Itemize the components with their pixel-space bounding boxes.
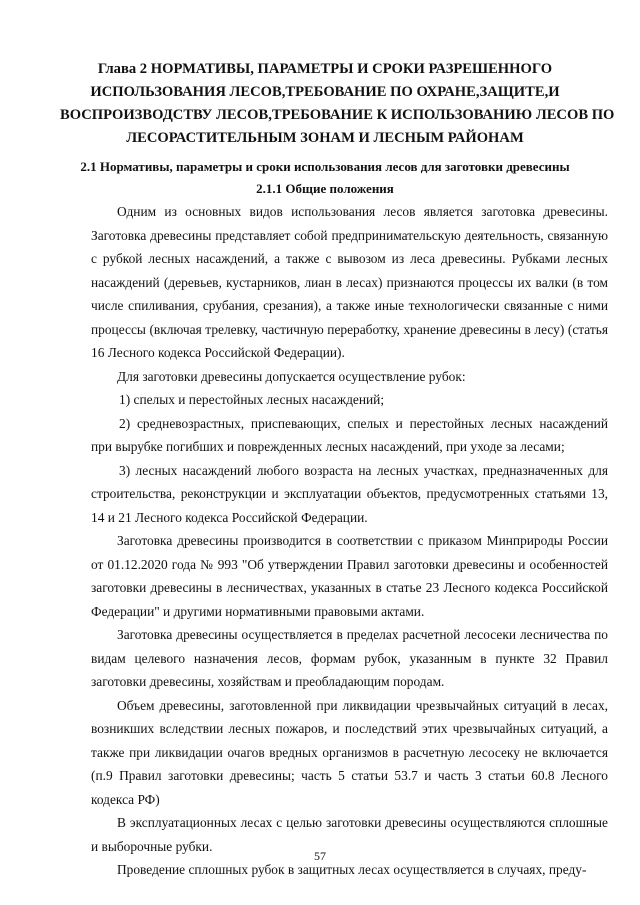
list-item: 2) средневозрастных, приспевающих, спелых и перестойных лесных насаждений при вырубке погибших и поврежденных лесных насаждений, при уходе за лесами; <box>91 415 608 454</box>
list-item: 3) лесных насаждений любого возраста на лесных участках, предназначенных для строительства, реконструкции и эксплуатации объектов, предусмотренных статьями 13, 14 и 21 Лесного кодекса Российской Федерации. <box>91 462 608 525</box>
paragraph: Одним из основных видов использования лесов является заготовка древесины. Заготовка древесины представляет собой предпринимательскую деятельность, связанную с рубкой лесных насаждений, а также с вывозом из леса древесины. Рубками лесных насаждений (деревьев, кустарников, лиан в лесах) признаются процессы их валки (в том числе спиливания, срубания, срезания), а также иные технологически связанные с ними процессы (включая трелевку, частичную переработку, хранение древесины в лесу) (статья 16 Лесного кодекса Российской Федерации). <box>91 204 608 360</box>
paragraph: Проведение сплошных рубок в защитных лесах осуществляется в случаях, преду- <box>117 862 587 877</box>
section-title: 2.1 Нормативы, параметры и сроки использования лесов для заготовки древесины <box>80 159 570 174</box>
chapter-title <box>60 58 615 150</box>
paragraph: Для заготовки древесины допускается осуществление рубок: <box>117 368 466 384</box>
body-text <box>91 200 608 882</box>
paragraph: Заготовка древесины осуществляется в пределах расчетной лесосеки лесничества по видам целевого назначения лесов, формам рубок, указанным в пункте 32 Правил заготовки древесины, хозяйствам и преобладающим породам. <box>91 627 608 689</box>
list-item: 1) спелых и перестойных лесных насаждений; <box>119 392 385 407</box>
chapter-title-line: Глава 2 НОРМАТИВЫ, ПАРАМЕТРЫ И СРОКИ РАЗРЕШЕННОГО <box>97 61 553 77</box>
paragraph: Объем древесины, заготовленной при ликвидации чрезвычайных ситуаций в лесах, возникших вследствии лесных пожаров, и последствий этих чрезвычайных ситуаций, а также при ликвидации очагов вредных организмов в расчетную лесосеку не включается (п.9 Правил заготовки древесины; часть 5 статьи 53.7 и часть 3 статьи 60.8 Лесного кодекса РФ) <box>91 697 608 807</box>
chapter-title-line: ЛЕСОРАСТИТЕЛЬНЫМ ЗОНАМ И ЛЕСНЫМ РАЙОНАМ <box>126 130 524 146</box>
paragraph: Заготовка древесины производится в соответствии с приказом Минприроды России от 01.12.2020 года № 993 "Об утверждении Правил заготовки древесины и особенностей заготовки древесины в лесничествах, указанных в статье 23 Лесного кодекса Российской Федерации" и другими нормативными правовыми актами. <box>91 533 608 619</box>
page-number: 57 <box>314 849 326 863</box>
chapter-title-line: ИСПОЛЬЗОВАНИЯ ЛЕСОВ,ТРЕБОВАНИЕ ПО ОХРАНЕ,ЗАЩИТЕ,И <box>90 84 560 100</box>
paragraph: В эксплуатационных лесах с целью заготовки древесины осуществляются сплошные и выборочные рубки. <box>91 815 608 854</box>
subsection-title: 2.1.1 Общие положения <box>256 181 394 196</box>
chapter-title-line: ВОСПРОИЗВОДСТВУ ЛЕСОВ,ТРЕБОВАНИЕ К ИСПОЛЬЗОВАНИЮ ЛЕСОВ ПО <box>60 107 615 123</box>
